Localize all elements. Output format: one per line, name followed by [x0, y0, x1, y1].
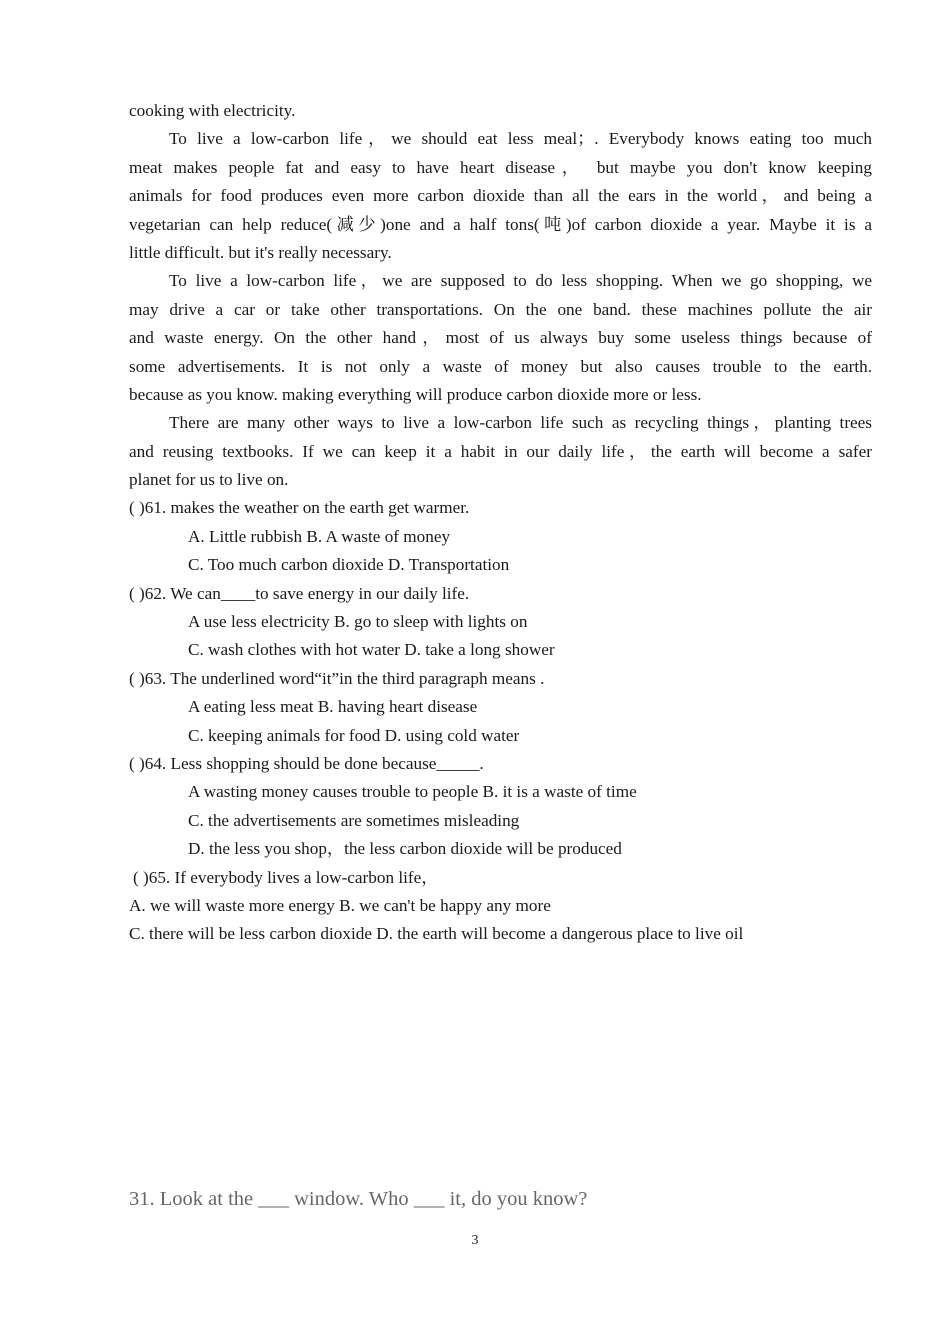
- question-62-option: A use less electricity B. go to sleep with lights on: [188, 612, 528, 632]
- question-64-option: C. the advertisements are sometimes misleading: [188, 810, 520, 830]
- question-63-stem: ( )63. The underlined word“it”in the third paragraph means .: [129, 668, 545, 688]
- question-62-option: C. wash clothes with hot water D. take a long shower: [188, 640, 555, 660]
- question-62-stem: ( )62. We can____to save energy in our daily life.: [129, 583, 470, 603]
- passage-line: some advertisements. It is not only a waste of money but also causes trouble to the earth.: [129, 356, 872, 376]
- question-61-option: C. Too much carbon dioxide D. Transportation: [188, 555, 510, 575]
- passage-line: vegetarian can help reduce(减少)one and a half tons(吨)of carbon dioxide a year. Maybe it is a: [129, 214, 872, 234]
- question-65-stem: ( )65. If everybody lives a low-carbon life，: [133, 867, 439, 887]
- question-63-option: A eating less meat B. having heart disease: [188, 697, 478, 717]
- text-column: [129, 97, 872, 949]
- passage-line: and waste energy. On the other hand，most of us always buy some useless things because of: [129, 328, 872, 348]
- question-64-option: D. the less you shop，the less carbon dioxide will be produced: [188, 839, 622, 859]
- question-61-stem: ( )61. makes the weather on the earth get warmer.: [129, 498, 470, 518]
- passage-line: cooking with electricity.: [129, 101, 296, 120]
- footer-question: 31. Look at the ___ window. Who ___ it, do you know?: [129, 1188, 588, 1210]
- passage-line: and reusing textbooks. If we can keep it a habit in our daily life，the earth will become a safer: [129, 441, 872, 461]
- question-61-option: A. Little rubbish B. A waste of money: [188, 526, 451, 546]
- question-65-option: C. there will be less carbon dioxide D. the earth will become a dangerous place to live oil: [129, 924, 744, 944]
- passage-line: because as you know. making everything will produce carbon dioxide more or less.: [129, 384, 702, 404]
- page-number: 3: [471, 1233, 479, 1248]
- passage-line: animals for food produces even more carbon dioxide than all the ears in the world，and being a: [129, 186, 872, 206]
- passage-line: may drive a car or take other transportations. On the one band. these machines pollute the air: [129, 299, 872, 319]
- question-65-option: A. we will waste more energy B. we can't be happy any more: [129, 895, 551, 915]
- passage-line: meat makes people fat and easy to have heart disease， but maybe you don't know keeping: [129, 157, 872, 177]
- question-63-option: C. keeping animals for food D. using cold water: [188, 725, 520, 745]
- question-64-stem: ( )64. Less shopping should be done because_____.: [129, 753, 484, 773]
- passage-line: little difficult. but it's really necessary.: [129, 242, 392, 262]
- question-64-option: A wasting money causes trouble to people B. it is a waste of time: [188, 782, 637, 802]
- passage-line: planet for us to live on.: [129, 470, 289, 490]
- passage-line: To live a low-carbon life，we should eat less meal；. Everybody knows eating too much: [169, 129, 872, 149]
- passage-line: To live a low-carbon life，we are supposed to do less shopping. When we go shopping, we: [169, 271, 872, 291]
- passage-line: There are many other ways to live a low-carbon life such as recycling things，planting trees: [169, 413, 872, 433]
